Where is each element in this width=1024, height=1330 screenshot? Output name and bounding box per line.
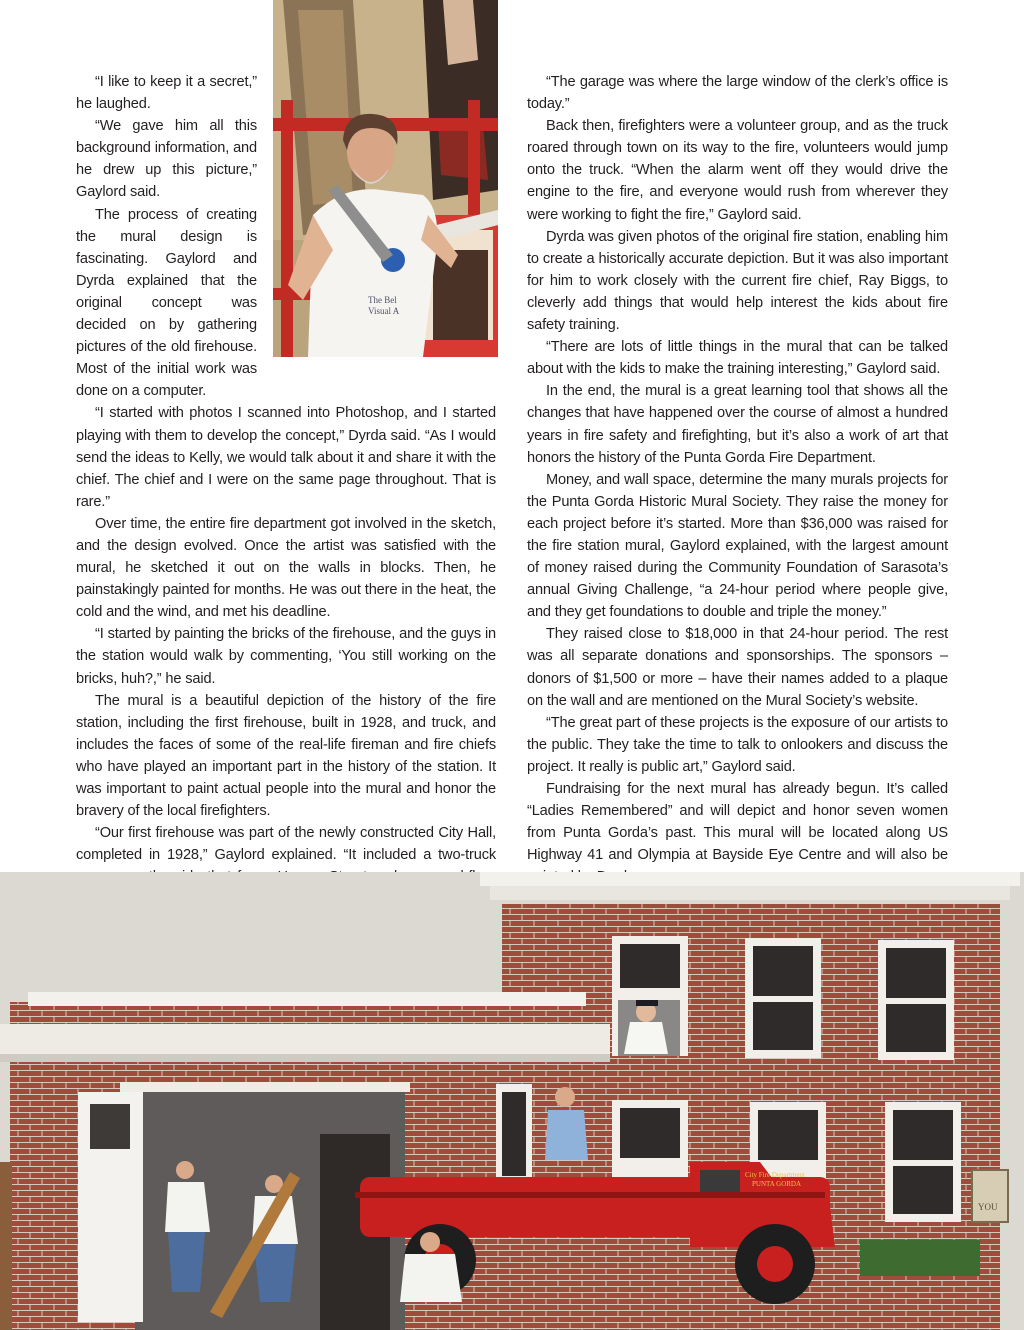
paragraph: The mural is a beautiful depiction of the history of the fire station, including the first firehouse, built in 1928, and truck, and includes the faces of some of the real-life fireman and fire chiefs who have played an important part in the history of the station. It was important to paint actual people into the mural and honor the bravery of the local firefighters. (76, 692, 496, 820)
paragraph: “I like to keep it a secret,” he laughed. (76, 74, 257, 113)
article-right-column (527, 71, 948, 958)
paragraph: Over time, the entire fire department got involved in the sketch, and the design evolved. Once the artist was satisfied with the mural, he sketched it out on the walls in blocks. Then, he painstakingly painted for months. He was out there in the heat, the cold and the wind, and met his deadline. (76, 515, 496, 621)
paragraph: Back then, firefighters were a volunteer group, and as the truck roared through town on its way to the fire, volunteers would jump onto the truck. “When the alarm went off they would drive the engine to the fire, and everyone would rush from wherever they were working to fight the fire,” Gaylord said. (527, 118, 948, 223)
paragraph: “Our first firehouse was part of the newly constructed City Hall, completed in 1928,” Gaylord explained. “It included a two-truck (76, 825, 496, 864)
fire-station-mural-photo (0, 872, 1024, 1330)
paragraph: “The garage was where the large window of the clerk’s office is today.” (527, 74, 948, 113)
paragraph: “There are lots of little things in the mural that can be talked about with the kids to make the training interesting,” Gaylord said. (527, 339, 948, 378)
paragraph: In the end, the mural is a great learning tool that shows all the changes that have happened over the course of almost a hundred years in fire safety and firefighting, but it’s also a work of art that honors the history of the Punta Gorda Fire Department. (527, 383, 948, 466)
paragraph: “I started by painting the bricks of the firehouse, and the guys in the station would walk by commenting, ‘You still working on the bricks, huh?,” he said. (76, 626, 496, 687)
shirt-text-2: Visual A (368, 306, 400, 316)
truck-door-text-2: PUNTA GORDA (752, 1180, 802, 1188)
paragraph: Money, and wall space, determine the many murals projects for the Punta Gorda Historic Mural Society. They raise the money for each project before it’s started. More than $36,000 was raised for the fire station mural, Gaylord explained, with the largest amount of money raised during the Community Foundation of Sarasota’s annual Giving Challenge, “a 24-hour period where people give, and they get foundations to double and triple the money.” (527, 471, 948, 621)
mural-sign-text: YOU (978, 1202, 998, 1212)
paragraph: “We gave him all this background information, and he drew up this picture,” Gaylord said. (76, 118, 257, 201)
truck-door-text-1: City Fire Department (745, 1171, 805, 1179)
paragraph: “The great part of these projects is the exposure of our artists to the public. They take the time to talk to onlookers and discuss the project. It really is public art,” Gaylord said. (527, 714, 948, 775)
paragraph: Fundraising for the next mural has already begun. It’s called “Ladies Remembered” and will depict and honor seven women from Punta Gorda’s past. This mural will be located along US Highway 41 and Olympia at Bayside Eye Centre and will also be (527, 781, 948, 864)
paragraph: “I started with photos I scanned into Photoshop, and I started playing with them to develop the concept,” Dyrda said. “As I would send the ideas to Kelly, we would talk about it and share it with the chief. The chief and I were on the same page throughout. That is rare.” (76, 405, 496, 510)
paragraph: They raised close to $18,000 in that 24-hour period. The rest was all separate donations and sponsorships. The sponsors – donors of $1,500 or more – have their names added to a plaque on the wall and are mentioned on the Mural Society’s website. (527, 626, 948, 709)
paragraph: The process of creating the mural design is fascinating. Gaylord and Dyrda explained that the original concept was decided on by gathering pictures of the old firehouse. Most of the initial work was done on a computer. (76, 206, 257, 400)
mural-art (0, 872, 1024, 1330)
article-left-column (76, 71, 496, 933)
paragraph: Dyrda was given photos of the original fire station, enabling him to create a historically accurate depiction. But it was also important for him to work closely with the current fire chief, Ray Biggs, to cleverly add things that would help interest the kids about fire safety training. (527, 228, 948, 334)
shirt-text-1: The Bel (368, 295, 397, 305)
